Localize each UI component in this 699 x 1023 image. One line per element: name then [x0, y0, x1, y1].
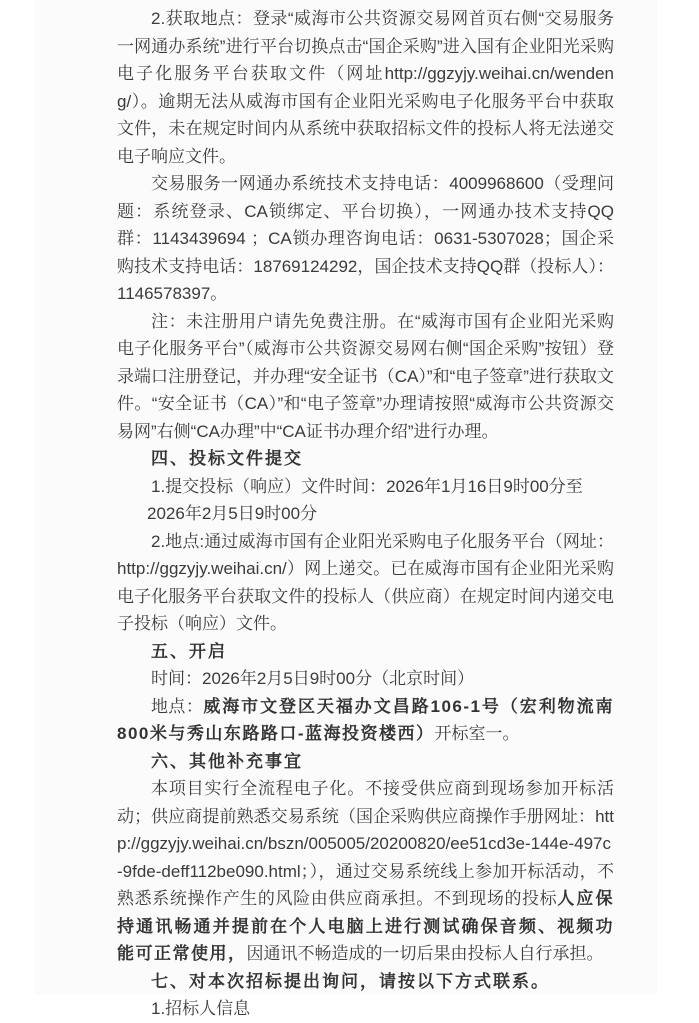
text-run: 六、其他补充事宜 [151, 751, 303, 771]
text-run: 交易服务一网通办系统技术支持电话：4009968600（受理问题：系统登录、CA锁绑定、平台切换），一网通办技术支持QQ群：1143439694 ；CA锁办理咨询电话：0631-5307028；国企采购技术支持电话：18769124292，国企技术支持QQ群（投标人）：1146578397。 [117, 174, 614, 303]
document-page [35, 0, 657, 1018]
text-run: 时间：2026年2月5日9时00分（北京时间） [151, 669, 475, 688]
document-body [35, 0, 657, 1023]
paragraph [117, 665, 614, 693]
section-heading [117, 968, 614, 996]
paragraph [117, 500, 614, 528]
paragraph [117, 170, 614, 308]
paragraph [117, 693, 614, 748]
section-heading [117, 445, 614, 473]
paragraph [117, 308, 614, 446]
paragraph [117, 5, 614, 170]
paragraph [117, 775, 614, 968]
text-run: 本项目实行全流程电子化。不接受供应商到现场参加开标活动；供应商提前熟悉交易系统（国企采购供应商操作手册网址：http://ggzyjy.weihai.cn/bszn/005005/20200820/ee51cd3e-144e-497c-9fde-deff112be090.html；），通过交易系统线上参加开标活动，不熟悉系统操作产生的风险由供应商承担。不到现场的投标 [117, 779, 614, 908]
text-run: 因通讯不畅造成的一切后果由投标人自行承担。 [246, 944, 604, 963]
section-heading [117, 748, 614, 776]
text-run: 2.地点:通过威海市国有企业阳光采购电子化服务平台（网址：http://ggzyjy.weihai.cn/）网上递交。已在威海市国有企业阳光采购电子化服务平台获取文件的投标人（供应商）在规定时间内递交电子投标（响应）文件。 [117, 531, 614, 633]
text-run: 2.获取地点：登录“威海市公共资源交易网首页右侧“交易服务一网通办系统”进行平台切换点击“国企采购”进入国有企业阳光采购电子化服务平台获取文件（网址http://ggzyjy.weihai.cn/wendeng/）。逾期无法从威海市国有企业阳光采购电子化服务平台中获取文件，未在规定时间内从系统中获取招标文件的投标人将无法递交电子响应文件。 [117, 9, 614, 166]
text-run: 1.提交投标（响应）文件时间：2026年1月16日9时00分至 [151, 476, 583, 496]
text-run: 2026年2月5日9时00分 [147, 504, 318, 523]
text-run: 开标室一。 [434, 724, 520, 743]
text-run: 地点： [151, 696, 204, 716]
text-run: 四、投标文件提交 [151, 449, 303, 468]
section-heading [117, 638, 614, 666]
text-run: 1.招标人信息 [151, 999, 251, 1018]
text-run: 七、对本次招标提出询问，请按以下方式联系。 [151, 971, 550, 991]
paragraph [117, 473, 614, 501]
text-run: 威海市文登区天福办文昌路106-1号（宏利物流南800米与秀山东路路口-蓝海投资楼西） [117, 696, 615, 743]
text-run: 五、开启 [151, 641, 227, 661]
paragraph [117, 528, 614, 638]
text-run: 注：未注册用户请先免费注册。在“威海市国有企业阳光采购电子化服务平台”（威海市公共资源交易网右侧“国企采购”按钮）登录端口注册登记，并办理“安全证书（CA）”和“电子签章”进行获取文件。“安全证书（CA）”和“电子签章”办理请按照“威海市公共资源交易网”右侧“CA办理”中“CA证书办理介绍”进行办理。 [117, 311, 614, 441]
text-run: 人应保持通讯畅通并提前在个人电脑上进行测试确保音频、视频功能可正常使用， [117, 889, 615, 963]
paragraph [117, 995, 614, 1023]
